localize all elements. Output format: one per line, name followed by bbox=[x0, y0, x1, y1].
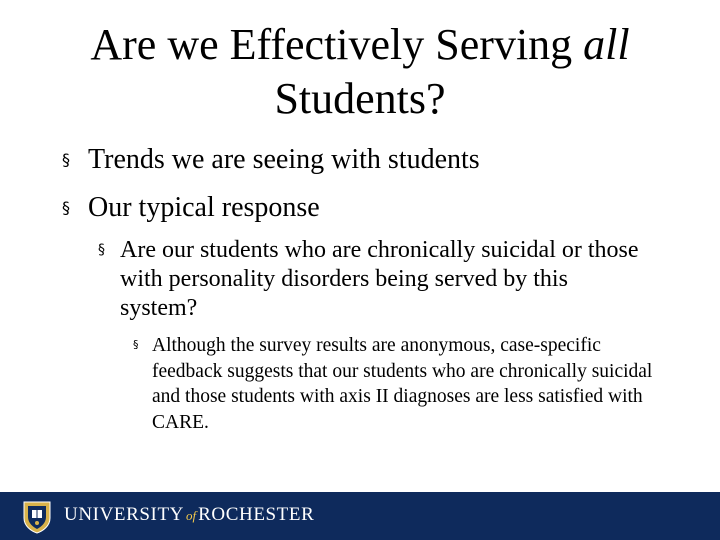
bullet-text: Trends we are seeing with students bbox=[88, 144, 480, 175]
sub-bullet-question bbox=[98, 236, 640, 323]
university-seal-icon bbox=[22, 500, 52, 534]
bullet-marker-icon: § bbox=[98, 242, 105, 258]
bullet-text: Although the survey results are anonymous, case-specific feedback suggests that our students who are chronically suicidal and those students with axis II diagnoses are less satisfied with CARE. bbox=[152, 335, 653, 433]
title-emphasis: all bbox=[583, 20, 630, 69]
wordmark-university: UNIVERSITY bbox=[64, 504, 184, 525]
bullet-trends bbox=[62, 144, 688, 176]
university-wordmark bbox=[64, 502, 314, 528]
bullet-text: Are our students who are chronically suicidal or those with personality disorders being served by this system? bbox=[120, 237, 639, 321]
wordmark-rochester: ROCHESTER bbox=[198, 504, 315, 525]
bullet-marker-icon: § bbox=[133, 338, 139, 351]
wordmark-of: of bbox=[186, 508, 197, 523]
title-text: Are we Effectively Serving bbox=[90, 20, 584, 69]
bullet-typical-response bbox=[62, 192, 688, 224]
bullet-text: Our typical response bbox=[88, 192, 320, 223]
sub-sub-bullet-survey bbox=[133, 333, 672, 435]
bullet-marker-icon: § bbox=[62, 198, 70, 217]
bullet-marker-icon: § bbox=[62, 150, 70, 169]
title-text-line2: Students? bbox=[274, 74, 446, 123]
footer-banner bbox=[0, 492, 720, 540]
